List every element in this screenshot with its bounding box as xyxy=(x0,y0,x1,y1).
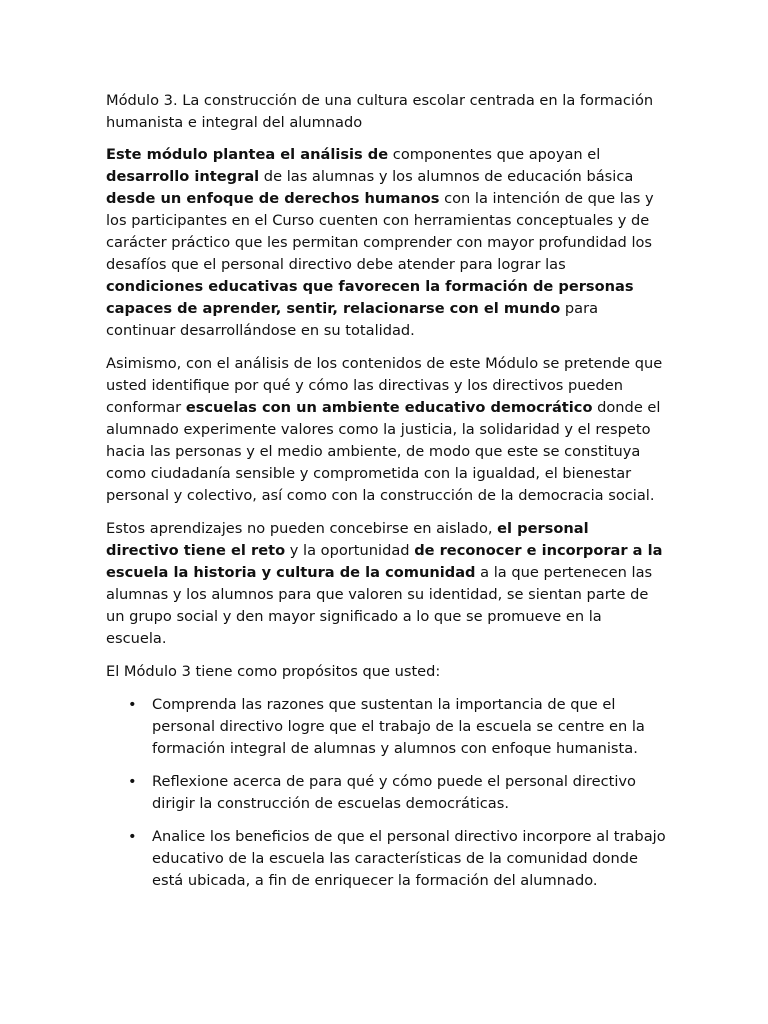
body-text xyxy=(106,144,666,683)
paragraph xyxy=(106,353,666,507)
list-item-text: Reflexione acerca de para qué y cómo puede el personal directivo dirigir la construcción de escuelas democráticas. xyxy=(152,773,636,812)
text-run: para continuar desarrollándose en su totalidad. xyxy=(106,300,599,339)
bold-text: Este módulo plantea el análisis de xyxy=(106,146,389,163)
list-item xyxy=(106,694,666,760)
bullet-icon: • xyxy=(128,828,137,845)
document-page xyxy=(106,90,666,903)
purposes-list xyxy=(106,694,666,892)
bullet-icon: • xyxy=(128,696,137,713)
paragraph xyxy=(106,144,666,342)
text-run: de las alumnas y los alumnos de educación básica xyxy=(259,168,634,185)
bold-text: escuelas con un ambiente educativo democrático xyxy=(185,399,593,416)
bold-text: desde un enfoque de derechos humanos xyxy=(106,190,440,207)
bold-text: de reconocer e incorporar a la escuela la historia y cultura de la comunidad xyxy=(106,542,663,581)
paragraph xyxy=(106,661,666,683)
text-run: y la oportunidad xyxy=(285,542,415,559)
text-run: componentes que apoyan el xyxy=(388,146,601,163)
text-run: Estos aprendizajes no pueden concebirse en aislado, xyxy=(106,520,498,537)
module-title: Módulo 3. La construcción de una cultura escolar centrada en la formación humanista e integral del alumnado xyxy=(106,92,654,131)
text-run: Asimismo, con el análisis de los contenidos de este Módulo se pretende que usted identifique por qué y cómo las directivas y los directivos pueden conformar xyxy=(106,355,663,416)
list-item-text: Analice los beneficios de que el personal directivo incorpore al trabajo educativo de la escuela las características de la comunidad donde está ubicada, a fin de enriquecer la formación del alumnado. xyxy=(152,828,666,889)
paragraph xyxy=(106,518,666,650)
bullet-icon: • xyxy=(128,773,137,790)
text-run: donde el alumnado experimente valores como la justicia, la solidaridad y el respeto hacia las personas y el medio ambiente, de modo que este se constituya como ciudadanía sensible y comprometida con la igualdad, el bienestar personal y colectivo, así como con la construcción de la democracia social. xyxy=(106,399,661,504)
list-item-text: Comprenda las razones que sustentan la importancia de que el personal directivo logre que el trabajo de la escuela se centre en la formación integral de alumnas y alumnos con enfoque humanista. xyxy=(152,696,645,757)
list-item xyxy=(106,771,666,815)
text-run: con la intención de que las y los participantes en el Curso cuenten con herramientas conceptuales y de carácter práctico que les permitan comprender con mayor profundidad los desafíos que el personal directivo debe atender para lograr las xyxy=(106,190,654,273)
text-run: El Módulo 3 tiene como propósitos que usted: xyxy=(106,663,441,680)
text-run: a la que pertenecen las alumnas y los alumnos para que valoren su identidad, se sientan parte de un grupo social y den mayor significado a lo que se promueve en la escuela. xyxy=(106,564,653,647)
list-item xyxy=(106,826,666,892)
bold-text: el personal directivo tiene el reto xyxy=(106,520,589,559)
bold-text: condiciones educativas que favorecen la formación de personas capaces de aprender, sentir, relacionarse con el mundo xyxy=(106,278,634,317)
bold-text: desarrollo integral xyxy=(106,168,260,185)
